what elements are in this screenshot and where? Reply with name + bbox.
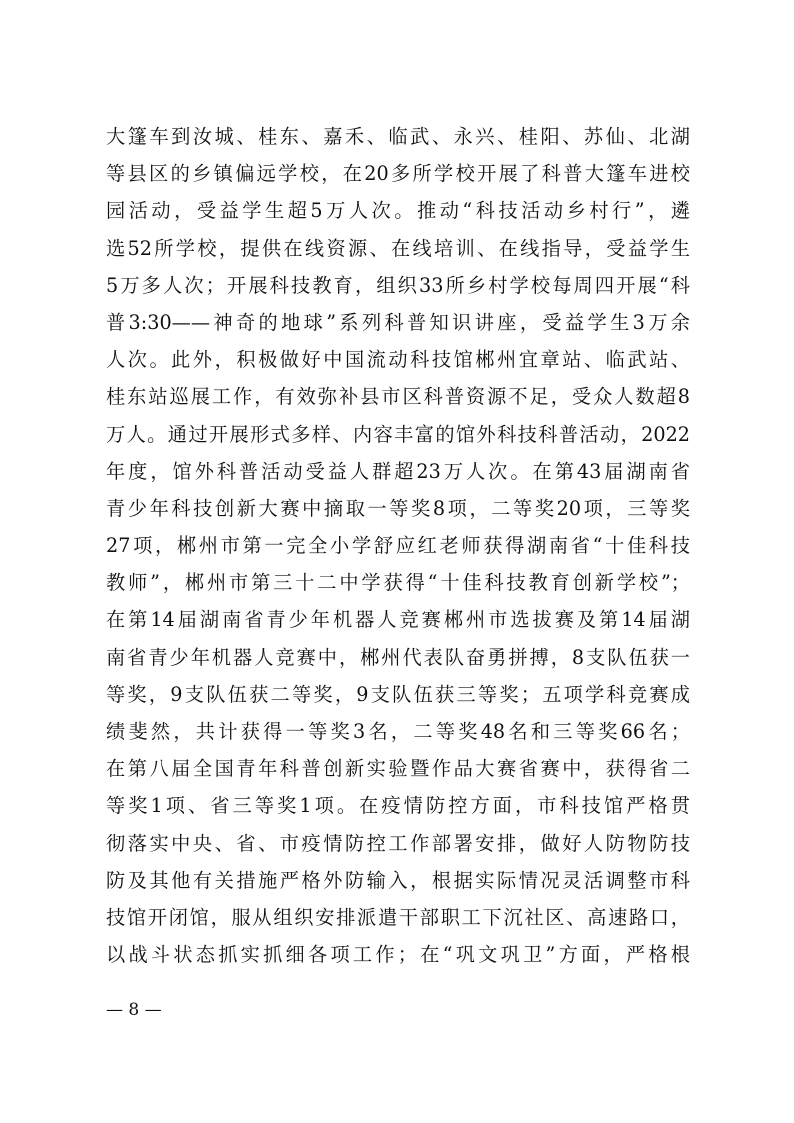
text-line: 绩斐然，共计获得一等奖3名，二等奖48名和三等奖66名； (106, 720, 690, 743)
text-line: 等奖，9支队伍获二等奖，9支队伍获三等奖；五项学科竞赛成 (106, 682, 690, 706)
text-line: 选52所学校，提供在线资源、在线培训、在线指导，受益学生 (106, 236, 690, 260)
text-line: 以战斗状态抓实抓细各项工作；在“巩文巩卫”方面，严格根 (106, 943, 690, 967)
page-number: — 8 — (106, 1000, 162, 1020)
text-line: 等奖1项、省三等奖1项。在疫情防控方面，市科技馆严格贯 (106, 794, 690, 818)
text-line: 万人。通过开展形式多样、内容丰富的馆外科技科普活动，2022 (106, 422, 690, 446)
text-line: 技馆开闭馆，服从组织安排派遣干部职工下沉社区、高速路口， (106, 905, 690, 929)
text-line: 防及其他有关措施严格外防输入，根据实际情况灵活调整市科 (106, 868, 690, 892)
body-paragraph (106, 118, 690, 973)
text-line: 27项，郴州市第一完全小学舒应红老师获得湖南省“十佳科技 (106, 534, 690, 558)
text-line: 在第八届全国青年科普创新实验暨作品大赛省赛中，获得省二 (106, 757, 690, 781)
text-line: 青少年科技创新大赛中摘取一等奖8项，二等奖20项，三等奖 (106, 496, 690, 520)
text-line: 园活动，受益学生超5万人次。推动“科技活动乡村行”，遴 (106, 199, 690, 223)
text-line: 教师”，郴州市第三十二中学获得“十佳科技教育创新学校”； (106, 571, 690, 595)
text-line: 桂东站巡展工作，有效弥补县市区科普资源不足，受众人数超8 (106, 385, 690, 409)
text-line: 南省青少年机器人竞赛中，郴州代表队奋勇拼搏，8支队伍获一 (106, 645, 690, 669)
text-line: 等县区的乡镇偏远学校，在20多所学校开展了科普大篷车进校 (106, 162, 690, 186)
text-line: 在第14届湖南省青少年机器人竞赛郴州市选拔赛及第14届湖 (106, 608, 690, 632)
text-line: 5万多人次；开展科技教育，组织33所乡村学校每周四开展“科 (106, 273, 690, 297)
text-line: 彻落实中央、省、市疫情防控工作部署安排，做好人防物防技 (106, 831, 690, 855)
text-line: 大篷车到汝城、桂东、嘉禾、临武、永兴、桂阳、苏仙、北湖 (106, 125, 690, 148)
text-line: 年度，馆外科普活动受益人群超23万人次。在第43届湖南省 (106, 459, 690, 483)
text-line: 人次。此外，积极做好中国流动科技馆郴州宜章站、临武站、 (106, 348, 690, 372)
text-line: 普3:30——神奇的地球”系列科普知识讲座，受益学生3万余 (106, 310, 690, 334)
